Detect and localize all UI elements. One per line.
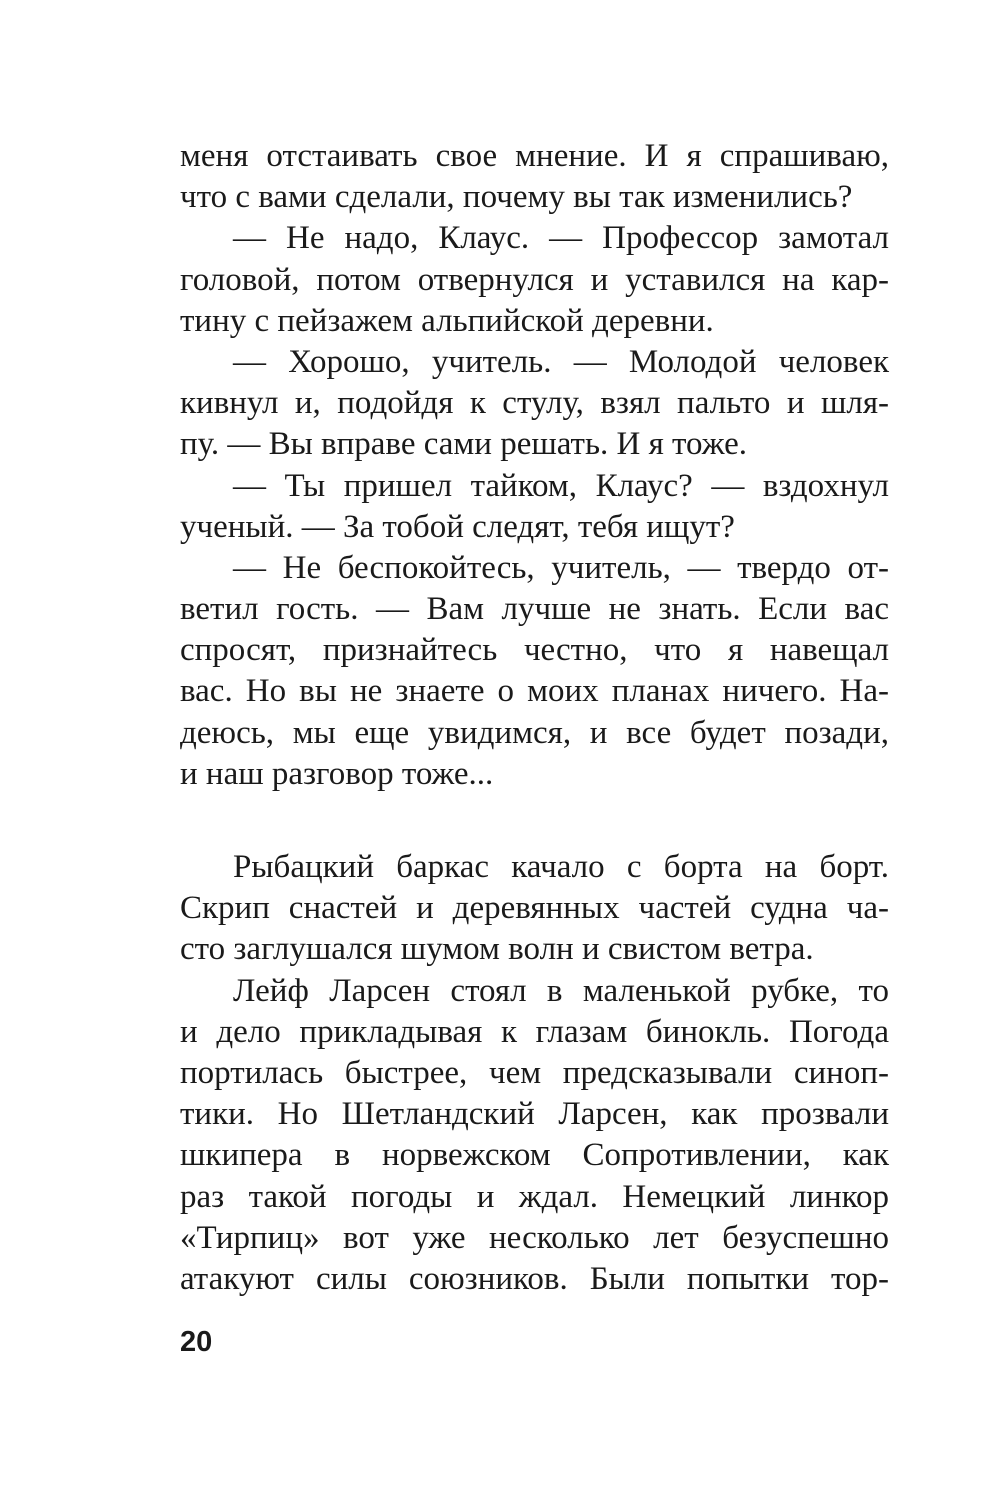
text-line: шкипера в норвежском Сопротивлении, как — [180, 1137, 889, 1174]
text-line: спросят, признайтесь честно, что я навещал — [180, 632, 889, 669]
text-line: тину с пейзажем альпийской деревни. — [180, 302, 714, 339]
text-line: пу. — Вы вправе сами решать. И я тоже. — [180, 426, 747, 463]
text-line: — Ты пришел тайком, Клаус? — вздохнул — [233, 467, 889, 504]
text-line: ветил гость. — Вам лучше не знать. Если вас — [180, 591, 889, 628]
text-section-dialogue — [180, 136, 889, 795]
text-line: — Не надо, Клаус. — Профессор замотал — [233, 220, 889, 257]
text-line: атакуют силы союзников. Были попытки тор- — [180, 1260, 889, 1297]
text-line: «Тирпиц» вот уже несколько лет безуспешно — [180, 1219, 889, 1256]
text-section-narrative — [180, 847, 889, 1300]
text-line: сто заглушался шумом волн и свистом ветра. — [180, 931, 814, 968]
text-line: что с вами сделали, почему вы так изменились? — [180, 179, 853, 216]
text-line: меня отстаивать свое мнение. И я спрашиваю, — [180, 138, 889, 174]
text-line: вас. Но вы не знаете о моих планах ничего. На- — [180, 673, 889, 710]
text-line: Лейф Ларсен стоял в маленькой рубке, то — [233, 972, 889, 1009]
text-line: — Не беспокойтесь, учитель, — твердо от- — [233, 549, 889, 586]
text-line: портилась быстрее, чем предсказывали синоп- — [180, 1054, 889, 1091]
text-line: — Хорошо, учитель. — Молодой человек — [233, 343, 889, 380]
text-line: раз такой погоды и ждал. Немецкий линкор — [180, 1178, 889, 1215]
text-line: ученый. — За тобой следят, тебя ищут? — [180, 508, 735, 545]
text-line: Рыбацкий баркас качало с борта на борт. — [233, 849, 889, 885]
text-line: деюсь, мы еще увидимся, и все будет позади, — [180, 714, 889, 751]
text-line: и дело прикладывая к глазам бинокль. Погода — [180, 1013, 889, 1050]
text-line: кивнул и, подойдя к стулу, взял пальто и шля- — [180, 385, 889, 422]
text-line: тики. Но Шетландский Ларсен, как прозвали — [180, 1096, 889, 1133]
text-line: Скрип снастей и деревянных частей судна ча- — [180, 890, 889, 927]
page-number: 20 — [180, 1326, 213, 1358]
text-line: головой, потом отвернулся и уставился на кар- — [180, 261, 889, 298]
text-line: и наш разговор тоже... — [180, 755, 494, 792]
